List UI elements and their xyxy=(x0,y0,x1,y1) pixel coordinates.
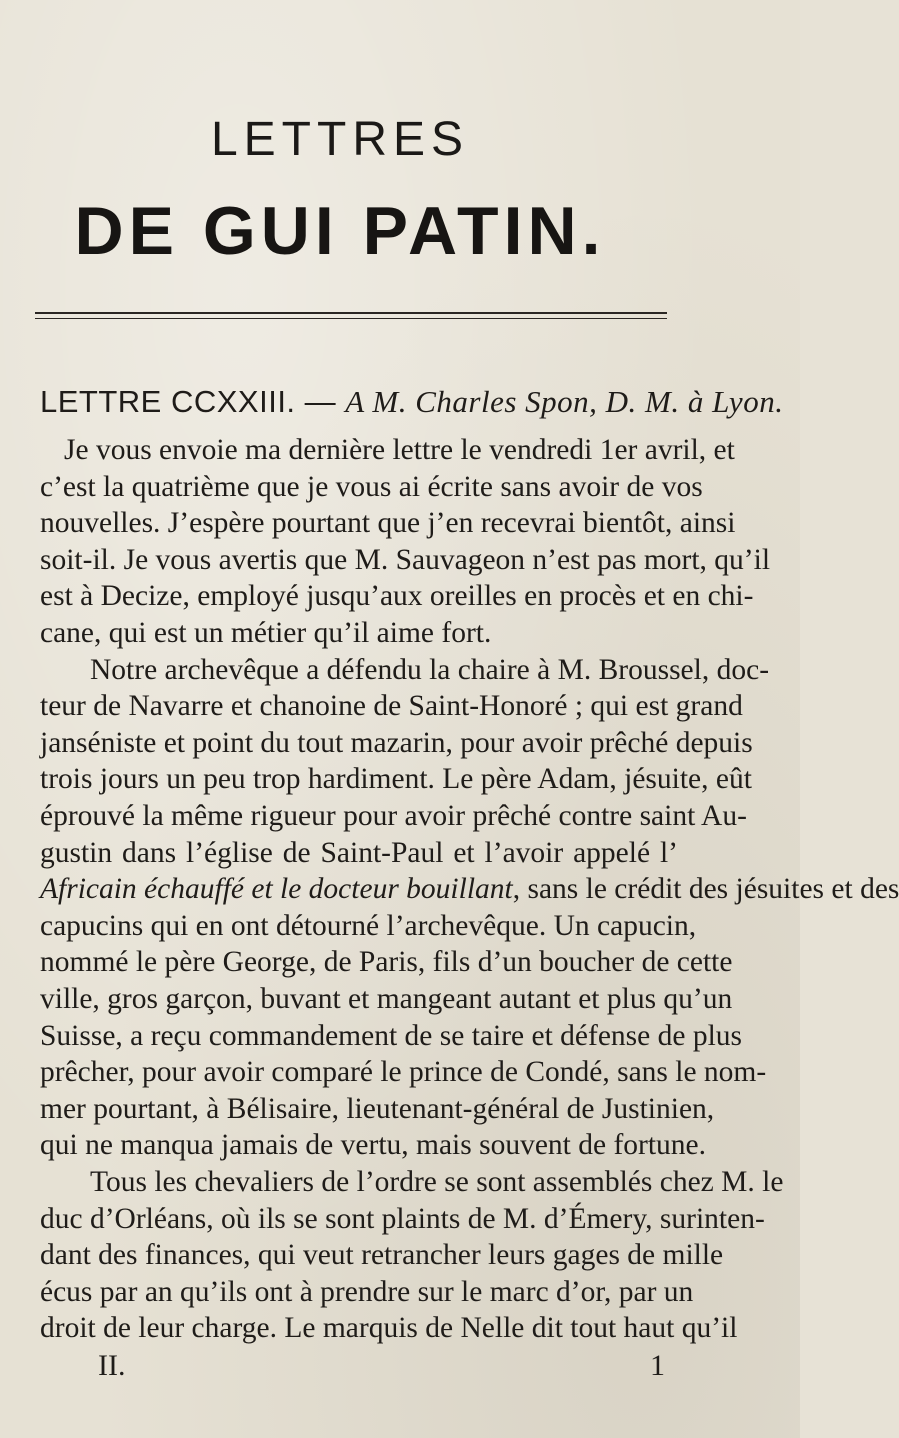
text-line xyxy=(40,871,899,908)
text-line: janséniste et point du tout mazarin, pour avoir prêché depuis xyxy=(40,726,753,759)
text-line: éprouvé la même rigueur pour avoir prêché contre saint Au- xyxy=(40,800,747,832)
signature-mark: 1 xyxy=(650,1349,665,1382)
text-line: Suisse, a reçu commandement de se taire et défense de plus xyxy=(40,1019,743,1052)
book-title-line2: DE GUI PATIN. xyxy=(74,193,606,269)
title-rule-thick xyxy=(35,312,667,314)
text-line: dant des finances, qui veut retrancher leurs gages de mille xyxy=(40,1239,724,1272)
text-line: trois jours un peu trop hardiment. Le père Adam, jésuite, eût xyxy=(40,763,752,796)
text-line: est à Decize, employé jusqu’aux oreilles en procès et en chi- xyxy=(40,580,754,613)
text-line: teur de Navarre et chanoine de Saint-Honoré ; qui est grand xyxy=(40,690,743,723)
text-line: cane, qui est un métier qu’il aime fort. xyxy=(40,617,492,649)
letter-number: LETTRE CCXXIII. — xyxy=(40,384,346,419)
text-line: Je vous envoie ma dernière lettre le vendredi 1er avril, et xyxy=(64,434,735,466)
text-line: qui ne manqua jamais de vertu, mais souvent de fortune. xyxy=(40,1129,707,1162)
text-line: ville, gros garçon, buvant et mangeant autant et plus qu’un xyxy=(40,983,733,1015)
title-rule-thin xyxy=(35,318,667,319)
text-line: prêcher, pour avoir comparé le prince de Condé, sans le nom- xyxy=(40,1056,767,1089)
text-line: droit de leur charge. Le marquis de Nelle dit tout haut qu’il xyxy=(40,1312,738,1345)
text-line: nouvelles. J’espère pourtant que j’en recevrai bientôt, ainsi xyxy=(40,507,736,540)
volume-mark: II. xyxy=(98,1349,126,1382)
text-line: capucins qui en ont détourné l’archevêque. Un capucin, xyxy=(40,909,697,942)
letter-heading xyxy=(40,384,784,420)
book-title-line1: LETTRES xyxy=(210,113,470,166)
text-line: Notre archevêque a défendu la chaire à M. Broussel, doc- xyxy=(90,653,770,686)
text-line: écus par an qu’ils ont à prendre sur le marc d’or, par un xyxy=(40,1275,694,1308)
text-fragment: , sans le crédit des jésuites et des xyxy=(512,873,899,906)
text-line: gustin dans l’église de Saint-Paul et l’avoir appelé l’ xyxy=(40,836,678,869)
text-line: soit-il. Je vous avertis que M. Sauvageon n’est pas mort, qu’il xyxy=(40,543,771,576)
text-line: nommé le père George, de Paris, fils d’un boucher de cette xyxy=(40,946,733,979)
italic-phrase: Africain échauffé et le docteur bouillant xyxy=(40,873,513,906)
text-line: c’est la quatrième que je vous ai écrite sans avoir de vos xyxy=(40,470,703,503)
text-line: duc d’Orléans, où ils se sont plaints de M. d’Émery, surinten- xyxy=(40,1202,765,1235)
text-line: mer pourtant, à Bélisaire, lieutenant-général de Justinien, xyxy=(40,1092,715,1125)
letter-address: A M. Charles Spon, D. M. à Lyon. xyxy=(345,384,784,419)
text-line: Tous les chevaliers de l’ordre se sont assemblés chez M. le xyxy=(90,1166,784,1198)
